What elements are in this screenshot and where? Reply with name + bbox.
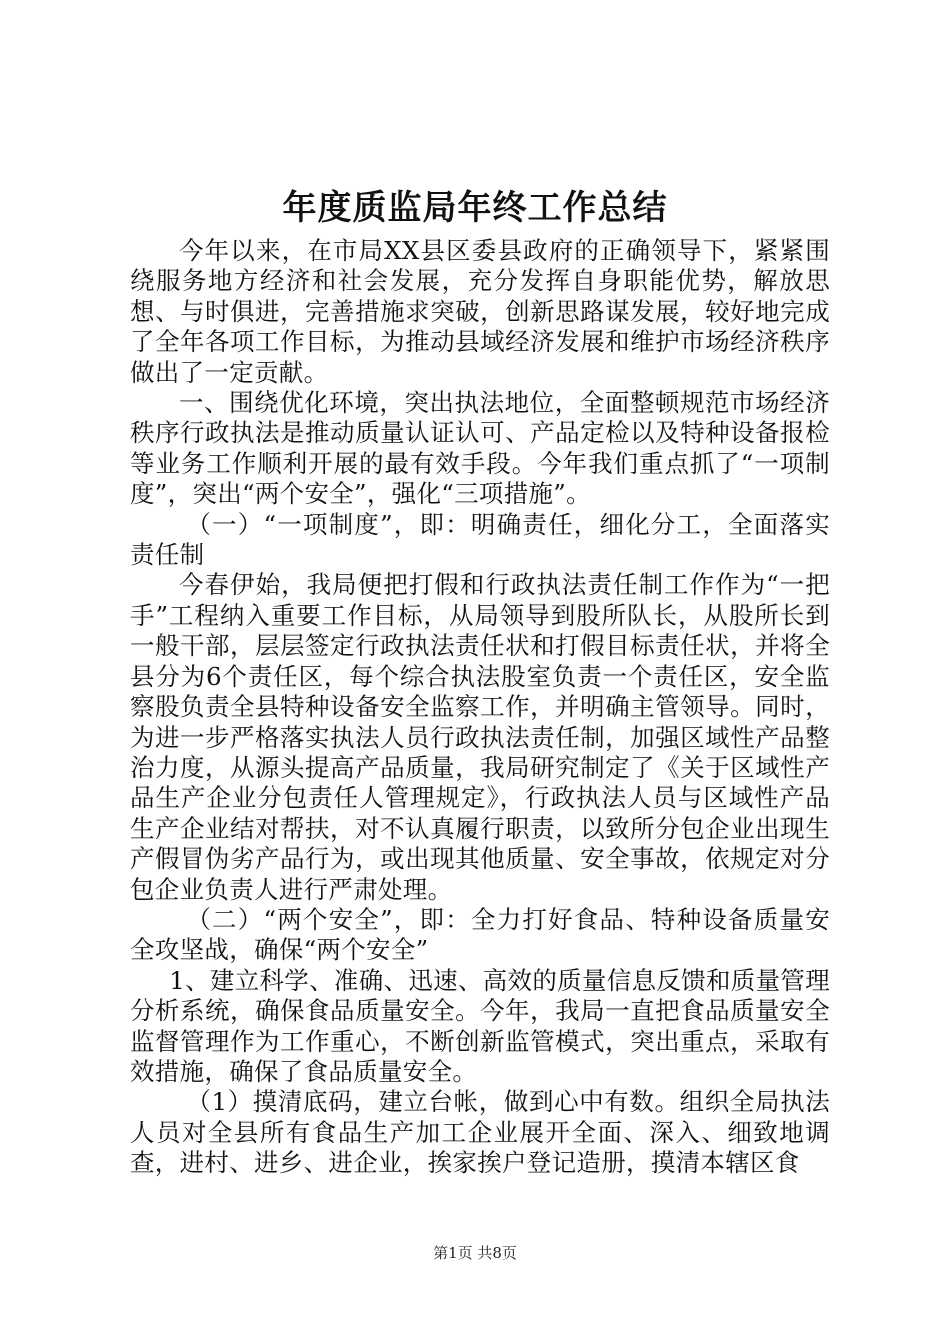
paragraph-subsection-one: （一）“一项制度”，即：明确责任，细化分工，全面落实责任制: [130, 509, 830, 570]
paragraph-section-one: 一、围绕优化环境，突出执法地位，全面整顿规范市场经济秩序行政执法是推动质量认证认可、产品定检以及特种设备报检等业务工作顺利开展的最有效手段。今年我们重点抓了“一项制度”，突出“两个安全”，强化“三项措施”。: [130, 388, 830, 509]
paragraph-responsibility: 今春伊始，我局便把打假和行政执法责任制工作作为“一把手”工程纳入重要工作目标，从局领导到股所队长，从股所长到一般干部，层层签定行政执法责任状和打假目标责任状，并将全县分为6个责任区，每个综合执法股室负责一个责任区，安全监察股负责全县特种设备安全监察工作，并明确主管领导。同时，为进一步严格落实执法人员行政执法责任制，加强区域性产品整治力度，从源头提高产品质量，我局研究制定了《关于区域性产品生产企业分包责任人管理规定》，行政执法人员与区域性产品生产企业结对帮扶，对不认真履行职责，以致所分包企业出现生产假冒伪劣产品行为，或出现其他质量、安全事故，依规定对分包企业负责人进行严肃处理。: [130, 570, 831, 904]
paragraph-item-one: 1、建立科学、准确、迅速、高效的质量信息反馈和质量管理分析系统，确保食品质量安全。今年，我局一直把食品质量安全监督管理作为工作重心，不断创新监管模式，突出重点，采取有效措施，确保了食品质量安全。: [130, 965, 830, 1086]
document-body: [130, 236, 830, 1179]
paragraph-item-one-one: （1）摸清底码，建立台帐，做到心中有数。组织全局执法人员对全县所有食品生产加工企业展开全面、深入、细致地调查，进村、进乡、进企业，挨家挨户登记造册，摸清本辖区食: [130, 1087, 830, 1178]
paragraph-intro: 今年以来，在市局XX县区委县政府的正确领导下，紧紧围绕服务地方经济和社会发展，充分发挥自身职能优势，解放思想、与时俱进，完善措施求突破，创新思路谋发展，较好地完成了全年各项工作目标，为推动县域经济发展和维护市场经济秩序做出了一定贡献。: [130, 236, 830, 387]
page-number-footer: 第1页 共8页: [433, 1244, 517, 1262]
document-title: 年度质监局年终工作总结: [282, 188, 668, 228]
paragraph-subsection-two: （二）“两个安全”，即：全力打好食品、特种设备质量安全攻坚战，确保“两个安全”: [130, 904, 830, 965]
